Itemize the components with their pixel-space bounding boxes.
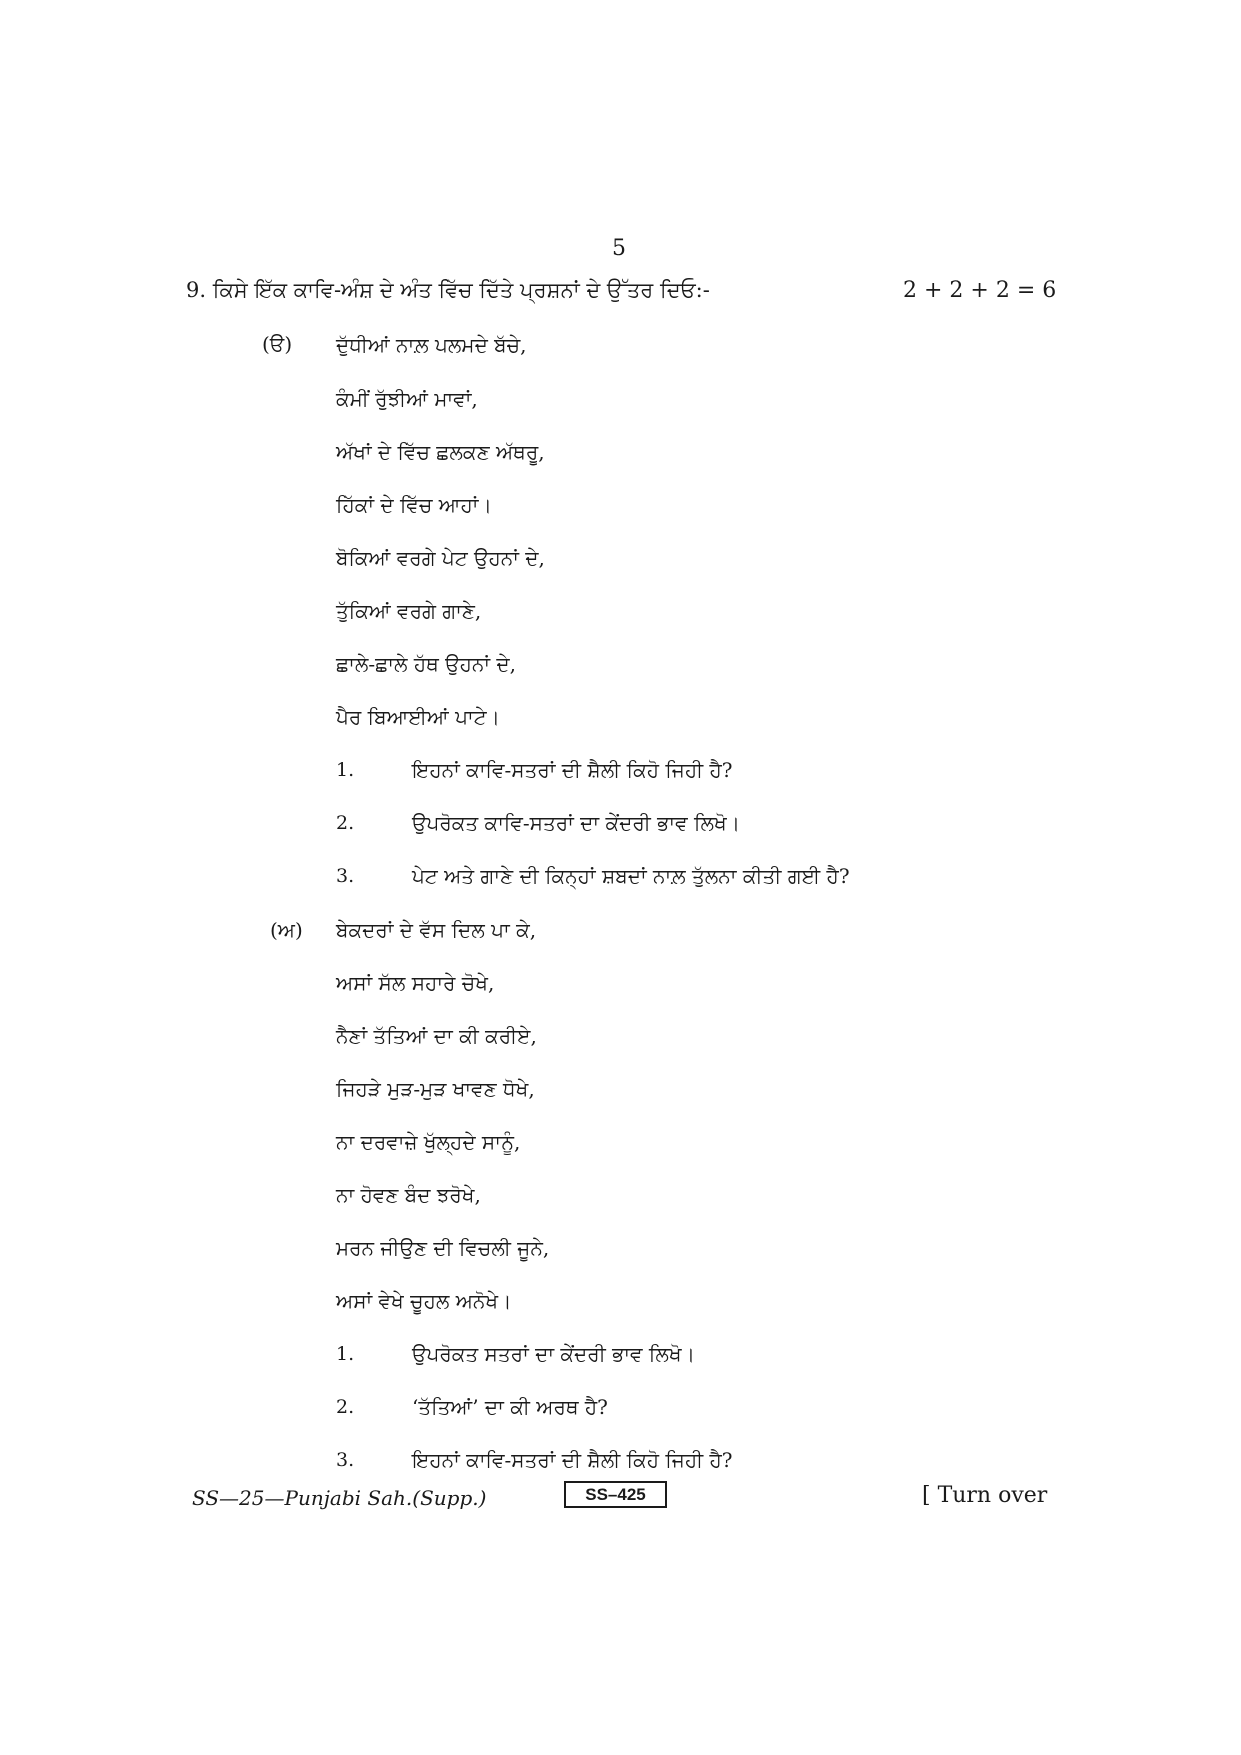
sub-question-text: ਪੇਟ ਅਤੇ ਗਾਣੇ ਦੀ ਕਿਨ੍ਹਾਂ ਸ਼ਬਦਾਂ ਨਾਲ਼ ਤੁੱਲਨਾ ਕੀਤੀ ਗਈ ਹੈ? bbox=[412, 864, 850, 888]
footer-series-box: SS–425 bbox=[564, 1481, 667, 1508]
footer-turn-over: [ Turn over bbox=[922, 1483, 1048, 1508]
sub-question-text: ਇਹਨਾਂ ਕਾਵਿ-ਸਤਰਾਂ ਦੀ ਸ਼ੈਲੀ ਕਿਹੋ ਜਿਹੀ ਹੈ? bbox=[412, 1448, 733, 1472]
poem-line: ਅੱਖਾਂ ਦੇ ਵਿੱਚ ਛਲਕਣ ਅੱਥਰੂ, bbox=[336, 440, 545, 464]
section-label-a: (ੳ) bbox=[262, 332, 293, 356]
poem-line: ਨੈਣਾਂ ਤੱਤਿਆਂ ਦਾ ਕੀ ਕਰੀਏ, bbox=[336, 1024, 537, 1048]
poem-line: ਕੰਮੀਂ ਰੁੱਝੀਆਂ ਮਾਵਾਂ, bbox=[336, 387, 478, 411]
page-number: 5 bbox=[612, 236, 626, 261]
poem-line: ਬੋਕਿਆਂ ਵਰਗੇ ਪੇਟ ਉਹਨਾਂ ਦੇ, bbox=[336, 546, 545, 570]
question-marks: 2 + 2 + 2 = 6 bbox=[903, 278, 1057, 303]
poem-line: ਅਸਾਂ ਵੇਖੇ ਚੂਹਲ ਅਨੋਖੇ। bbox=[336, 1289, 512, 1313]
poem-line: ਤੁੱਕਿਆਂ ਵਰਗੇ ਗਾਣੇ, bbox=[336, 599, 482, 623]
sub-question-text: ‘ਤੱਤਿਆਂ’ ਦਾ ਕੀ ਅਰਥ ਹੈ? bbox=[412, 1395, 608, 1419]
poem-line: ਨਾ ਦਰਵਾਜ਼ੇ ਖੁੱਲ੍ਹਦੇ ਸਾਨੂੰ, bbox=[336, 1130, 521, 1154]
sub-question-number: 1. bbox=[336, 1343, 355, 1365]
poem-line: ਦੁੱਧੀਆਂ ਨਾਲ਼ ਪਲਮਦੇ ਬੱਚੇ, bbox=[336, 333, 527, 357]
poem-line: ਬੇਕਦਰਾਂ ਦੇ ਵੱਸ ਦਿਲ ਪਾ ਕੇ, bbox=[336, 918, 537, 942]
sub-question-number: 1. bbox=[336, 759, 355, 781]
poem-line: ਨਾ ਹੋਵਣ ਬੰਦ ਝਰੋਖੇ, bbox=[336, 1183, 481, 1207]
poem-line: ਅਸਾਂ ਸੱਲ ਸਹਾਰੇ ਚੋਖੇ, bbox=[336, 971, 495, 995]
sub-question-text: ਇਹਨਾਂ ਕਾਵਿ-ਸਤਰਾਂ ਦੀ ਸ਼ੈਲੀ ਕਿਹੋ ਜਿਹੀ ਹੈ? bbox=[412, 758, 733, 782]
poem-line: ਹਿੱਕਾਂ ਦੇ ਵਿੱਚ ਆਹਾਂ। bbox=[336, 493, 492, 517]
sub-question-number: 2. bbox=[336, 812, 355, 834]
sub-question-text: ਉਪਰੋਕਤ ਸਤਰਾਂ ਦਾ ਕੇਂਦਰੀ ਭਾਵ ਲਿਖੋ। bbox=[412, 1342, 696, 1366]
sub-question-number: 2. bbox=[336, 1396, 355, 1418]
poem-line: ਛਾਲੇ-ਛਾਲੇ ਹੱਥ ਉਹਨਾਂ ਦੇ, bbox=[336, 652, 517, 676]
footer-paper-code: SS—25—Punjabi Sah.(Supp.) bbox=[192, 1486, 487, 1510]
poem-line: ਜਿਹੜੇ ਮੁੜ-ਮੁੜ ਖਾਵਣ ਧੋਖੇ, bbox=[336, 1077, 535, 1101]
sub-question-number: 3. bbox=[336, 865, 355, 887]
sub-question-number: 3. bbox=[336, 1449, 355, 1471]
poem-line: ਪੈਰ ਬਿਆਈਆਂ ਪਾਟੇ। bbox=[336, 705, 500, 729]
sub-question-text: ਉਪਰੋਕਤ ਕਾਵਿ-ਸਤਰਾਂ ਦਾ ਕੇਂਦਰੀ ਭਾਵ ਲਿਖੋ। bbox=[412, 811, 741, 835]
section-label-b: (ਅ) bbox=[270, 918, 303, 942]
question-text: 9. ਕਿਸੇ ਇੱਕ ਕਾਵਿ-ਅੰਸ਼ ਦੇ ਅੰਤ ਵਿੱਚ ਦਿੱਤੇ ਪ੍ਰਸ਼ਨਾਂ ਦੇ ਉੱਤਰ ਦਿਓ:- bbox=[186, 278, 710, 302]
poem-line: ਮਰਨ ਜੀਉਣ ਦੀ ਵਿਚਲੀ ਜੂਨੇ, bbox=[336, 1236, 550, 1260]
